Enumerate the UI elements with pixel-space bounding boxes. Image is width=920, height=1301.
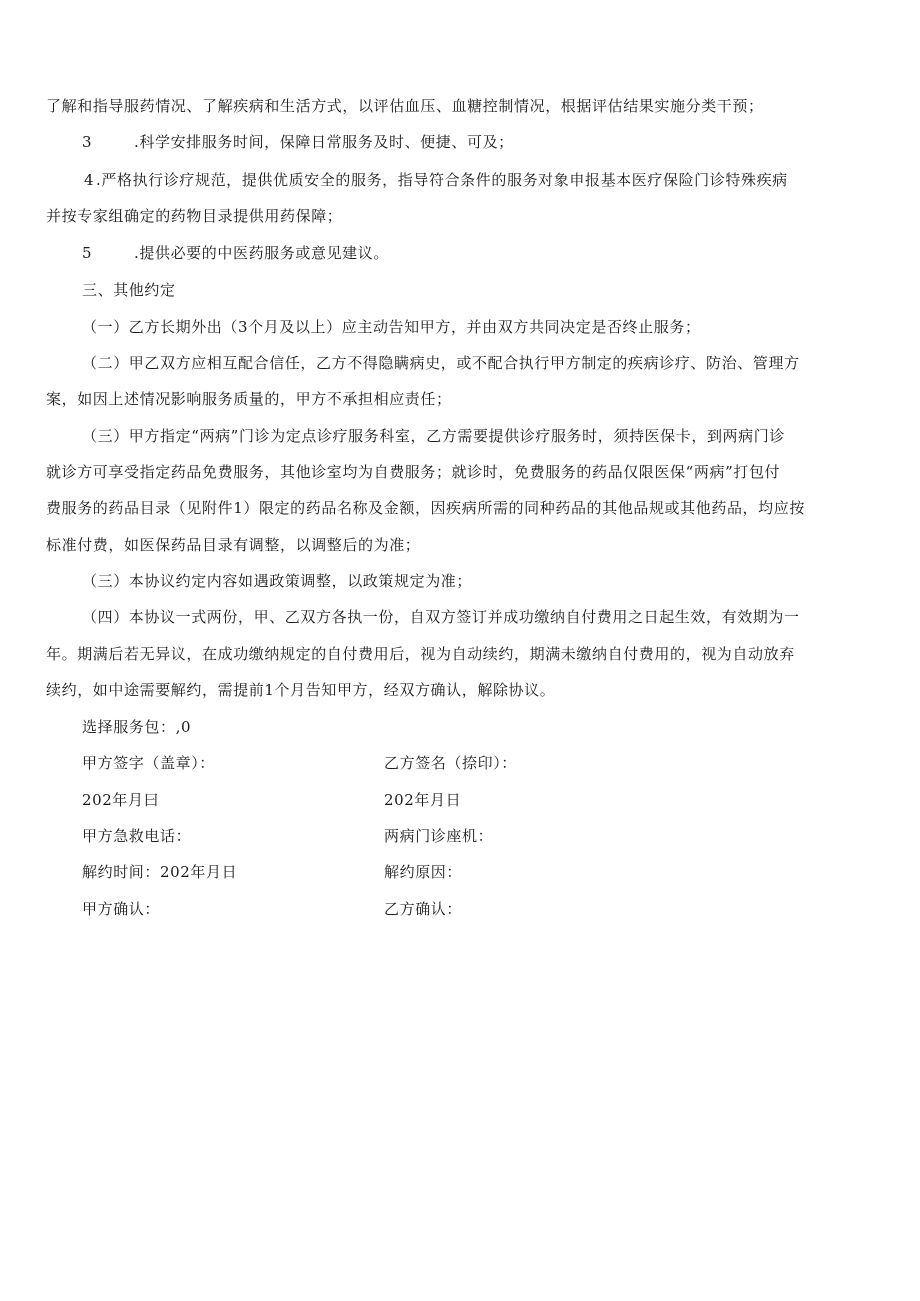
item-3 bbox=[82, 132, 514, 152]
item-3-number: 3 bbox=[82, 133, 93, 151]
clause-3a-line-2: 就诊方可享受指定药品免费服务，其他诊室均为自费服务；就诊时，免费服务的药品仅限医保“两病”打包付 bbox=[46, 463, 781, 481]
clause-4-line-3: 续约，如中途需要解约，需提前1个月告知甲方，经双方确认，解除协议。 bbox=[46, 681, 556, 699]
clause-3a-line-4: 标准付费，如医保药品目录有调整，以调整后的为准； bbox=[46, 536, 421, 554]
party-a-emergency-phone: 甲方急救电话： bbox=[82, 827, 192, 845]
party-b-date: 202年月日 bbox=[384, 791, 462, 809]
party-a-signature-label: 甲方签字（盖章）： bbox=[82, 754, 215, 772]
clause-2-line-2: 案，如因上述情况影响服务质量的，甲方不承担相应责任； bbox=[46, 390, 452, 408]
clause-4-line-2: 年。期满后若无异议，在成功缴纳规定的自付费用后，视为自动续约，期满未缴纳自付费用的，视为自动放弃 bbox=[46, 645, 795, 663]
termination-reason: 解约原因： bbox=[384, 863, 463, 881]
clause-3b: （三）本协议约定内容如遇政策调整，以政策规定为准； bbox=[82, 572, 473, 590]
service-package: 选择服务包：,0 bbox=[82, 718, 192, 736]
clause-4-line-1: （四）本协议一式两份，甲、乙双方各执一份，自双方签订并成功缴纳自付费用之日起生效，有效期为一 bbox=[82, 608, 800, 626]
party-b-signature-label: 乙方签名（捺印）： bbox=[384, 754, 517, 772]
item-4-line-2: 并按专家组确定的药物目录提供用药保障； bbox=[46, 207, 343, 225]
clause-2-line-1: （二）甲乙双方应相互配合信任，乙方不得隐瞒病史，或不配合执行甲方制定的疾病诊疗、防治、管理方 bbox=[82, 354, 800, 372]
termination-time: 解约时间：202年月日 bbox=[82, 863, 238, 881]
clause-3a-line-3: 费服务的药品目录（见附件1）限定的药品名称及金额，因疾病所需的同种药品的其他品规或其他药品，均应按 bbox=[46, 499, 805, 517]
party-a-date: 202年月曰 bbox=[82, 791, 160, 809]
item-3-text: .科学安排服务时间，保障日常服务及时、便捷、可及； bbox=[134, 133, 514, 151]
item-4-number: 4 bbox=[84, 171, 95, 189]
clinic-landline: 两病门诊座机： bbox=[384, 827, 494, 845]
item-5-number: 5 bbox=[82, 244, 93, 262]
item-4-text-line-1: .严格执行诊疗规范，提供优质安全的服务，指导符合条件的服务对象申报基本医疗保险门诊特殊疾病 bbox=[96, 171, 788, 189]
item-5-text: .提供必要的中医药服务或意见建议。 bbox=[134, 244, 389, 262]
intro-line: 了解和指导服药情况、了解疾病和生活方式，以评估血压、血糖控制情况，根据评估结果实施分类干预； bbox=[46, 97, 764, 115]
party-b-confirmation: 乙方确认： bbox=[384, 900, 463, 918]
section-3-title: 三、其他约定 bbox=[82, 281, 176, 299]
item-4-line-1 bbox=[84, 170, 788, 190]
clause-1: （一）乙方长期外出（3个月及以上）应主动告知甲方，并由双方共同决定是否终止服务； bbox=[82, 318, 701, 336]
clause-3a-line-1: （三）甲方指定“两病”门诊为定点诊疗服务科室，乙方需要提供诊疗服务时，须持医保卡，到两病门诊 bbox=[82, 427, 785, 445]
party-a-confirmation: 甲方确认： bbox=[82, 900, 161, 918]
item-5 bbox=[82, 243, 389, 263]
